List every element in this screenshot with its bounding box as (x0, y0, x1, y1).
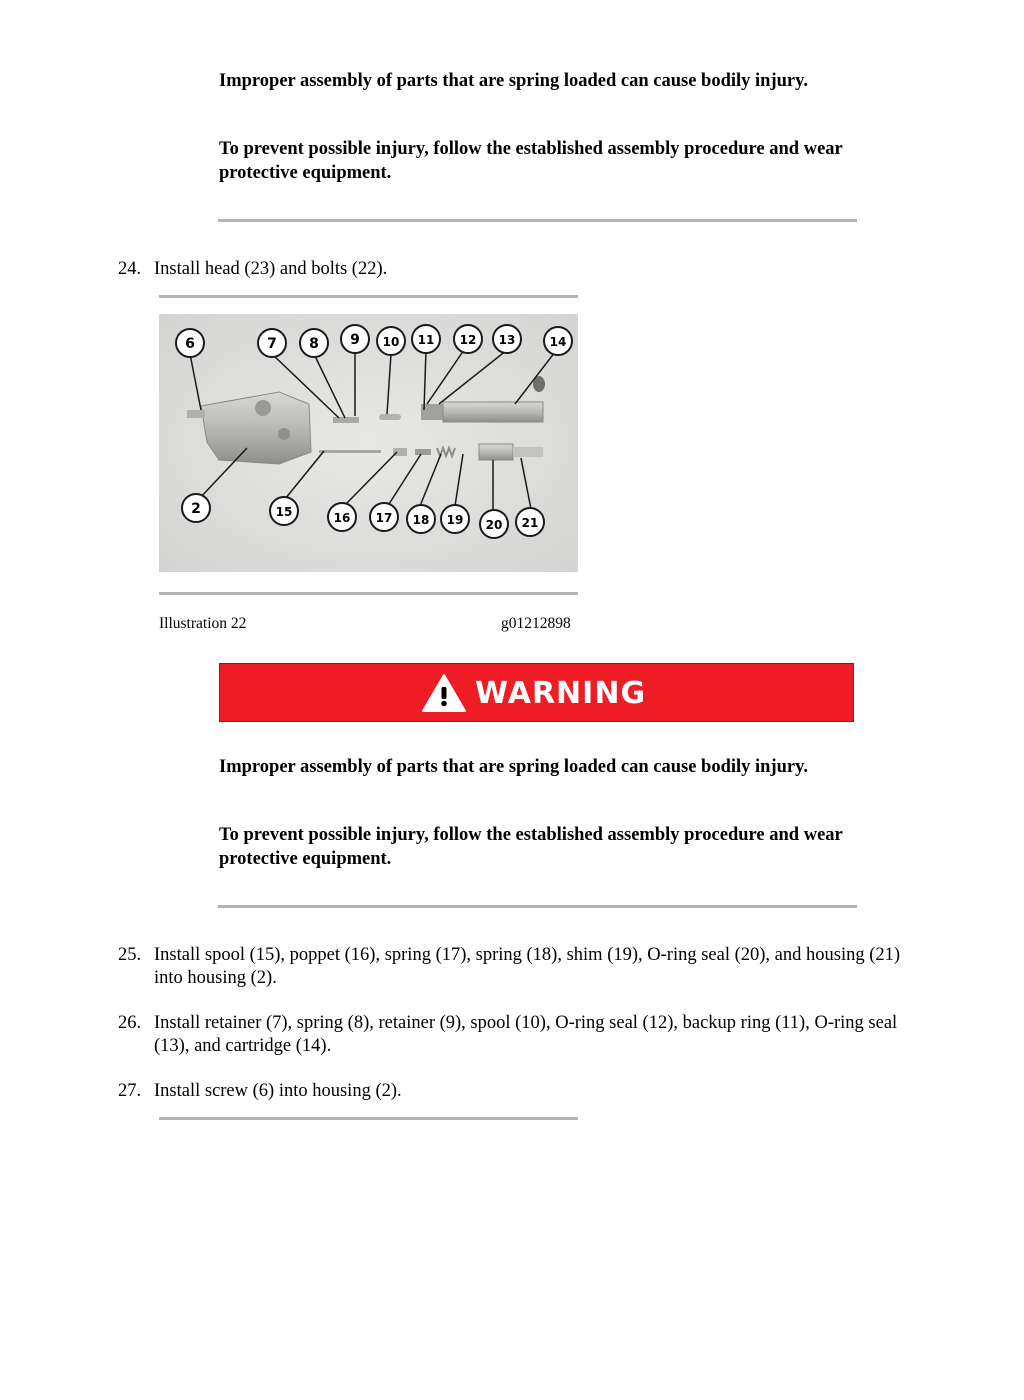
svg-text:16: 16 (333, 511, 351, 525)
svg-text:2: 2 (191, 501, 201, 517)
step-number: 24. (118, 259, 142, 279)
svg-text:18: 18 (412, 513, 430, 527)
callout-13 (493, 325, 521, 353)
svg-text:17: 17 (375, 511, 393, 525)
step-text: Install screw (6) into housing (2). (154, 1081, 402, 1101)
callout-6 (176, 329, 204, 357)
svg-text:12: 12 (459, 333, 477, 347)
svg-text:6: 6 (185, 336, 195, 352)
warning-text-spring-injury-2: Improper assembly of parts that are spring loaded can cause bodily injury. (219, 757, 808, 777)
step-number: 26. (118, 1013, 142, 1033)
callout-20 (480, 510, 508, 538)
warning-text-prevent-injury-2: To prevent possible injury, follow the established assembly procedure and wear protective equipment. (219, 825, 843, 869)
step-text: Install retainer (7), spring (8), retainer (9), spool (10), O-ring seal (12), backup ring (11), O-ring seal (13), and cartridge (14). (154, 1013, 898, 1056)
step-number: 25. (118, 945, 142, 965)
illustration-bottom-rule (159, 592, 578, 595)
svg-text:8: 8 (309, 336, 319, 352)
cartridge-part (421, 402, 543, 422)
callout-8 (300, 329, 328, 357)
callout-9 (341, 325, 369, 353)
callout-15 (270, 497, 298, 525)
illustration-code: g01212898 (501, 615, 571, 632)
svg-text:10: 10 (382, 335, 400, 349)
svg-text:9: 9 (350, 332, 360, 348)
callout-17 (370, 503, 398, 531)
svg-text:7: 7 (267, 336, 277, 352)
warning-banner-label: WARNING (475, 675, 647, 711)
warning-text-spring-injury: Improper assembly of parts that are spring loaded can cause bodily injury. (219, 71, 808, 91)
callout-18 (407, 505, 435, 533)
spring-17-part (415, 449, 431, 455)
step-text: Install head (23) and bolts (22). (154, 259, 388, 279)
spool-15-part (319, 450, 381, 453)
illustration-caption: Illustration 22 (159, 615, 247, 632)
retainer-part (333, 417, 359, 423)
svg-text:13: 13 (498, 333, 516, 347)
callout-14 (544, 327, 572, 355)
housing-21-part (479, 444, 513, 460)
end-rule (159, 1117, 578, 1120)
warning-triangle-icon (421, 673, 467, 713)
callout-2 (182, 494, 210, 522)
warning-end-rule-2 (218, 905, 857, 908)
housing-21-tip (513, 447, 543, 457)
step-text: Install spool (15), poppet (16), spring (17), spring (18), shim (19), O-ring seal (20), and housing (21) into housing (2). (154, 945, 901, 988)
svg-text:11: 11 (417, 333, 435, 347)
spool-part (379, 414, 401, 420)
callout-11 (412, 325, 440, 353)
illustration-top-rule (159, 295, 578, 298)
step-number: 27. (118, 1081, 142, 1101)
warning-banner (219, 663, 854, 722)
callout-7 (258, 329, 286, 357)
svg-text:19: 19 (446, 513, 464, 527)
illustration-photo (159, 314, 578, 572)
svg-text:15: 15 (275, 505, 293, 519)
callout-16 (328, 503, 356, 531)
callout-12 (454, 325, 482, 353)
callout-21 (516, 508, 544, 536)
callout-10 (377, 327, 405, 355)
warning-end-rule (218, 219, 857, 222)
svg-text:14: 14 (549, 335, 567, 349)
callout-19 (441, 505, 469, 533)
warning-text-prevent-injury: To prevent possible injury, follow the established assembly procedure and wear protective equipment. (219, 139, 843, 183)
svg-text:21: 21 (521, 516, 539, 530)
svg-text:20: 20 (485, 518, 503, 532)
